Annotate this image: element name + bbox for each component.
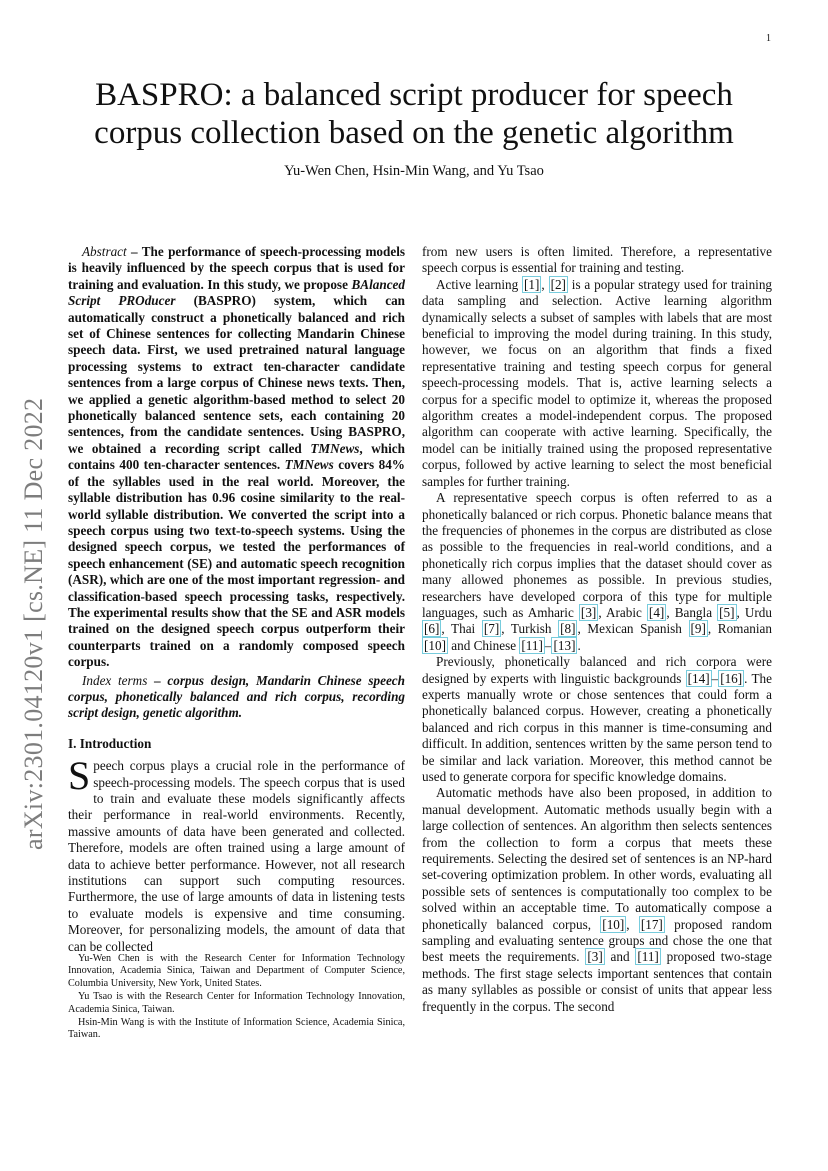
text: , Urdu — [736, 604, 772, 620]
citation-link[interactable]: [8] — [560, 621, 576, 637]
text: Active learning — [436, 276, 523, 292]
intro-paragraph — [68, 753, 405, 955]
page-number: 1 — [766, 33, 771, 44]
paragraph — [422, 785, 772, 1015]
arxiv-sidebar-stamp — [14, 360, 54, 850]
paragraph: from new users is often limited. Therefore, a representative speech corpus is essential for training and testing. — [422, 244, 772, 276]
citation-link[interactable]: [10] — [424, 637, 446, 653]
text: Previously, phonetically balanced and rich corpora were designed by experts with linguistic backgrounds — [422, 654, 772, 686]
citation-link[interactable]: [11] — [521, 637, 543, 653]
text: is a popular strategy used for training data sampling and selection. Active learning algorithm dynamically selects a subset of samples with labels that are most beneficial to improving the model during training. In this study, however, we focus on an algorithm that finds a fixed representative training and testing speech corpus for general speech-processing models. That is, active learning selects a corpus for a specific model to optimize it, whereas the proposed algorithm creates a model-independent corpus. The proposed algorithm can cooperate with active learning. Specifically, the model can be initially trained using the proposed representative corpus, followed by active learning to select the most beneficial samples for further training. — [422, 276, 773, 489]
citation-link[interactable]: [16] — [720, 670, 743, 686]
footnotes — [68, 953, 405, 1043]
index-terms-label: Index terms — [82, 672, 148, 688]
citation-link[interactable]: [3] — [580, 604, 597, 620]
left-column — [68, 244, 405, 955]
abstract — [68, 244, 405, 671]
text: proposed random sampling and evaluating sentence groups and chose the one that best meets the requirements. — [422, 916, 772, 965]
abstract-italic: BAlanced Script PROducer — [68, 276, 405, 309]
citation-link[interactable]: [2] — [550, 276, 566, 292]
citation-link[interactable]: [14] — [687, 670, 710, 686]
abstract-text: , which contains 400 ten-character sentences. — [68, 440, 405, 473]
paper-title: BASPRO: a balanced script producer for speech corpus collection based on the genetic algorithm — [94, 77, 734, 151]
text: , Turkish — [501, 621, 559, 637]
arxiv-id: arXiv:2301.04120v1 [cs.NE] 11 Dec 2022 — [19, 397, 48, 850]
abstract-dash: – — [126, 244, 142, 259]
intro-text: peech corpus plays a crucial role in the performance of speech-processing models. The speech corpus that is used to train and evaluate these models significantly affects their performance in real-world environments. Recently, massive amounts of data have been generated and collected. Therefore, models are often trained using a large amount of data to achieve better performance. However, not all research institutions can support such computing resources. Furthermore, the use of large amounts of data in listening tests to evaluate models is expensive and time consuming. Moreover, for personalizing models, the amount of data that can be collected — [68, 758, 405, 954]
citation-link[interactable]: [17] — [640, 916, 663, 932]
abstract-text: covers 84% of the syllables used in the real world. Moreover, the syllable distribution has 0.96 cosine similarity to the real-world syllable distribution. We converted the script into a speech corpus using two text-to-speech systems. Using the designed speech corpus, we tested the performances of speech enhancement (SE) and automatic speech recognition (ASR), which are one of the most important regression- and classification-based speech processing tasks, respectively. The experimental results show that the SE and ASR models trained on the designed speech corpus outperform their counterparts trained on a randomly composed speech corpus. — [68, 457, 405, 670]
abstract-italic: TMNews — [284, 457, 334, 473]
paragraph — [422, 277, 772, 490]
citation-link[interactable]: [11] — [637, 949, 659, 965]
text: , Bangla — [666, 604, 718, 620]
citation-link[interactable]: [10] — [602, 916, 625, 932]
citation-link[interactable]: [13] — [553, 637, 576, 653]
text: , — [626, 916, 639, 932]
text: and Chinese — [447, 637, 520, 653]
citation-link[interactable]: [5] — [719, 604, 735, 620]
text: , — [541, 276, 549, 292]
drop-cap: S — [68, 753, 91, 799]
footnote: Yu Tsao is with the Research Center for Information Technology Innovation, Academia Sinica, Taiwan. — [68, 991, 405, 1015]
index-terms-dash: – — [147, 672, 168, 688]
index-terms-text: corpus design, Mandarin Chinese speech corpus, phonetically balanced and rich corpus, recording script design, genetic algorithm. — [68, 672, 405, 721]
text: proposed two-stage methods. The first stage selects important sentences that contain as many syllables as possible or consist of units that appear less frequently in the corpus. The second — [422, 949, 772, 1014]
right-column — [422, 244, 772, 1015]
text: Automatic methods have also been proposed, in addition to manual development. Automatic methods usually begin with a large collection of sentences. An algorithm then selects sentences from the collection to form a corpus that meets these requirements. Selecting the desired set of sentences is an NP-hard set-covering optimization problem. In other words, evaluating all possible sets of sentences is computationally too complex to be solved within an acceptable time. To automatically compose a phonetically balanced corpus, — [422, 785, 772, 932]
text: . — [577, 637, 581, 653]
text: , Thai — [441, 621, 482, 637]
text: , Mexican Spanish — [577, 621, 689, 637]
paragraph — [422, 490, 772, 654]
abstract-label: Abstract — [82, 244, 127, 259]
citation-link[interactable]: [4] — [648, 604, 665, 620]
text: and — [604, 949, 636, 965]
author-list: Yu-Wen Chen, Hsin-Min Wang, and Yu Tsao — [284, 163, 544, 179]
abstract-text: (BASPRO) system, which can automatically construct a phonetically balanced and rich set of Chinese sentences for collecting Mandarin Chinese speech data. First, we used pretrained natural language processing systems to extract ten-character candidate sentences from a large corpus of Chinese news texts. Then, we applied a genetic algorithm-based method to select 20 phonetically balanced sentence sets, each containing 20 sentences, from the candidate sentences. Using BASPRO, we obtained a recording script called — [68, 293, 405, 456]
citation-link[interactable]: [6] — [424, 621, 440, 637]
index-terms — [68, 673, 405, 722]
footnote: Hsin-Min Wang is with the Institute of Information Science, Academia Sinica, Taiwan. — [68, 1017, 405, 1041]
text: – — [544, 637, 552, 653]
citation-link[interactable]: [9] — [690, 621, 706, 637]
text: , Romanian — [707, 621, 773, 637]
text: – — [711, 670, 719, 686]
section-heading-introduction: I. Introduction — [68, 735, 152, 751]
paragraph — [422, 654, 772, 785]
abstract-text: The performance of speech-processing models is heavily influenced by the speech corpus that is used for training and evaluation. In this study, we propose — [68, 244, 406, 292]
citation-link[interactable]: [7] — [483, 621, 500, 637]
text: . The experts manually wrote or chose sentences that could form a phonetically balanced corpus. However, creating a phonetically balanced and rich corpus in this manner is time-consuming and difficult. In addition, sentences written by the same person tend to be similar and lack variation. Moreover, this method cannot be used to generate corpora for specific knowledge domains. — [422, 670, 772, 784]
text: A representative speech corpus is often referred to as a phonetically balanced or rich corpus. Phonetic balance means that the frequencies of phonemes in the corpus are distributed as close as possible to the frequencies in real-world conditions, and a phonetically rich corpus implies that the dataset should cover as many allowed phonemes as possible. In previous studies, researchers have developed corpora of this type for multiple languages, such as Amharic — [422, 490, 772, 620]
citation-link[interactable]: [1] — [524, 276, 540, 292]
text: , Arabic — [598, 604, 647, 620]
footnote: Yu-Wen Chen is with the Research Center for Information Technology Innovation, Academia Sinica, Taiwan and Department of Computer Science, Columbia University, New York, United States. — [68, 953, 405, 989]
citation-link[interactable]: [3] — [587, 949, 603, 965]
abstract-italic: TMNews — [310, 440, 360, 456]
